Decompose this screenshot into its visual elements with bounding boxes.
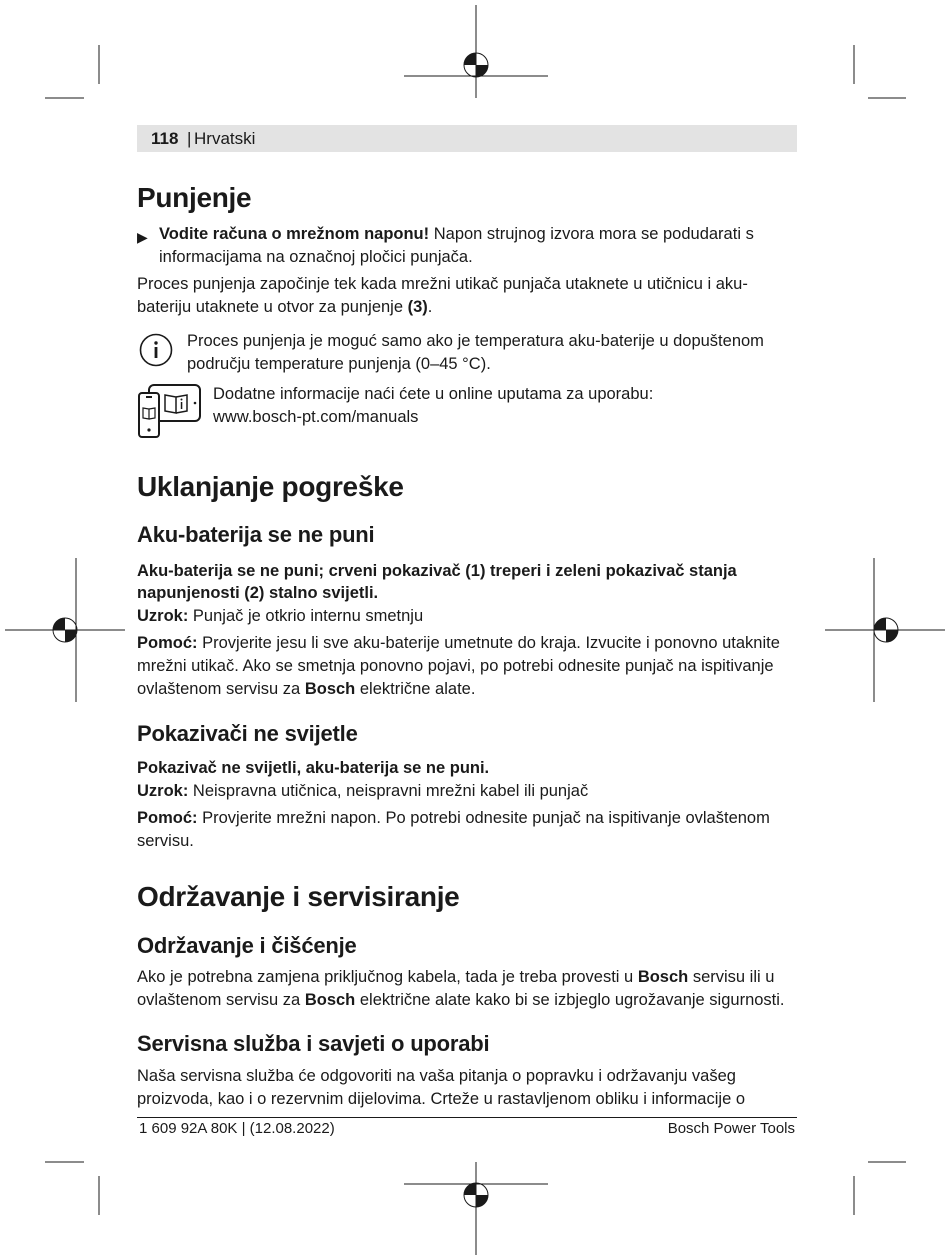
heading-cleaning: Održavanje i čišćenje — [137, 933, 357, 958]
symptom-not-charging-line2: napunjenosti (2) stalno svijetli. — [137, 584, 379, 602]
charging-process-line1: Proces punjenja započinje tek kada mrežni utikač punjača utaknete u utičnicu i aku- — [137, 275, 748, 293]
cause-label: Uzrok: — [137, 607, 189, 625]
bullet-triangle-icon: ▶ — [137, 229, 148, 245]
charging-process-line2 — [137, 296, 432, 319]
cleaning-text: ovlaštenom servisu za — [137, 991, 305, 1009]
help-not-charging-line2: mrežni utikač. Ako se smetnja ponovno pojavi, po potrebi odnesite punjač na ispitivanje — [137, 657, 774, 675]
header-separator: | — [187, 129, 192, 148]
heading-charging: Punjenje — [137, 182, 252, 213]
help-not-charging-line1 — [137, 632, 780, 655]
help-text-end: ovlaštenom servisu za — [137, 680, 305, 698]
symptom-not-charging-line1: Aku-baterija se ne puni; crveni pokazivač (1) treperi i zeleni pokazivač stanja — [137, 562, 737, 580]
cause-indicators-off — [137, 780, 588, 803]
help-text-tail: električne alate. — [355, 680, 476, 698]
help-not-charging-line3 — [137, 678, 475, 701]
charging-warning-bold: Vodite računa o mrežnom naponu! — [159, 225, 430, 243]
cleaning-line1 — [137, 966, 774, 989]
help-text: Provjerite mrežni napon. Po potrebi odnesite punjač na ispitivanje ovlaštenom — [197, 809, 770, 827]
charging-socket-ref: (3) — [407, 298, 428, 316]
charging-warning-line2: informacijama na označnoj pločici punjača. — [159, 248, 473, 266]
cause-not-charging — [137, 605, 423, 628]
cause-text: Punjač je otkrio internu smetnju — [188, 607, 424, 625]
cleaning-text: Ako je potrebna zamjena priključnog kabela, tada je treba provesti u — [137, 968, 638, 986]
charging-process-text: bateriju utaknete u otvor za punjenje — [137, 298, 408, 316]
charging-warning-line1 — [159, 223, 754, 246]
online-manual-icon — [137, 383, 203, 439]
help-indicators-off-line2: servisu. — [137, 832, 194, 850]
page-number: 118 — [151, 129, 179, 148]
help-text: Provjerite jesu li sve aku-baterije umetnute do kraja. Izvucite i ponovno utaknite — [197, 634, 780, 652]
brand-name: Bosch — [304, 680, 356, 698]
footer-brand: Bosch Power Tools — [667, 1120, 795, 1137]
footer-doc-code: 1 609 92A 80K | (12.08.2022) — [139, 1120, 335, 1137]
cleaning-text-tail: servisu ili u — [688, 968, 775, 986]
cleaning-line2 — [137, 989, 785, 1012]
brand-name: Bosch — [637, 968, 689, 986]
heading-service: Servisna služba i savjeti o uporabi — [137, 1031, 490, 1056]
running-header — [137, 125, 797, 152]
help-label: Pomoć: — [137, 634, 198, 652]
footer-rule — [137, 1117, 797, 1118]
help-label: Pomoć: — [137, 809, 198, 827]
manual-info-line1: Dodatne informacije naći ćete u online uputama za uporabu: — [213, 385, 654, 403]
service-line2: proizvoda, kao i o rezervnim dijelovima. Crteže u rastavljenom obliku i informacije o — [137, 1090, 746, 1108]
manual-url[interactable]: www.bosch-pt.com/manuals — [213, 408, 419, 426]
header-language: Hrvatski — [194, 129, 256, 148]
heading-indicators-off: Pokazivači ne svijetle — [137, 721, 358, 746]
service-line1: Naša servisna služba će odgovoriti na vaša pitanja o popravku i održavanju vašeg — [137, 1067, 736, 1085]
heading-not-charging: Aku-baterija se ne puni — [137, 522, 375, 547]
info-icon — [139, 333, 173, 367]
info-temperature-line1: Proces punjenja je moguć samo ako je temperatura aku-baterije u dopuštenom — [187, 332, 764, 350]
cause-label: Uzrok: — [137, 782, 189, 800]
heading-maintenance: Održavanje i servisiranje — [137, 881, 460, 912]
cause-text: Neispravna utičnica, neispravni mrežni kabel ili punjač — [188, 782, 589, 800]
symptom-indicators-off: Pokazivač ne svijetli, aku-baterija se ne puni. — [137, 759, 490, 777]
cleaning-text-tail: električne alate kako bi se izbjeglo ugrožavanje sigurnosti. — [355, 991, 785, 1009]
info-temperature-line2: području temperature punjenja (0–45 °C). — [187, 355, 491, 373]
help-indicators-off-line1 — [137, 807, 770, 830]
brand-name: Bosch — [304, 991, 356, 1009]
charging-process-end: . — [427, 298, 433, 316]
heading-troubleshooting: Uklanjanje pogreške — [137, 471, 404, 502]
charging-warning-text: Napon strujnog izvora mora se podudarati s — [429, 225, 754, 243]
